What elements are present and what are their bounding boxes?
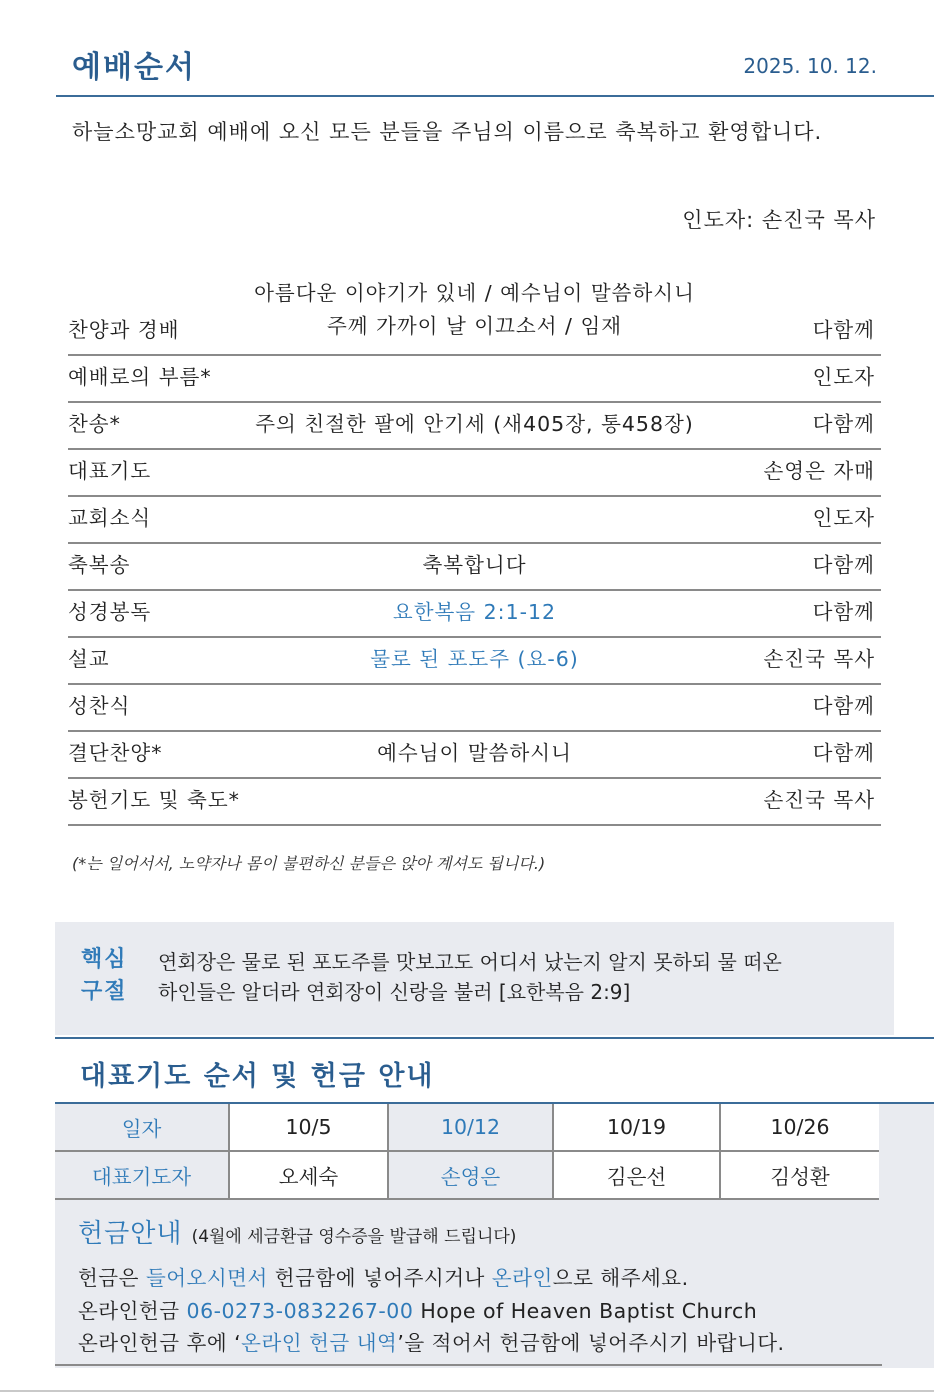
key-verse-line1: 연회장은 물로 된 포도주를 맛보고도 어디서 났는지 알지 못하되 물 떠온	[158, 950, 782, 974]
order-row	[68, 638, 881, 685]
order-item-name: 성경봉독	[68, 600, 152, 624]
footnote: (*는 일어서서, 노약자나 몸이 불편하신 분들은 앉아 계셔도 됩니다.)	[72, 854, 546, 873]
order-item-performer: 손진국 목사	[763, 647, 875, 671]
page-bottom-edge	[0, 1390, 934, 1392]
table-cell-date: 10/19	[553, 1104, 720, 1151]
table-cell-date: 10/26	[720, 1104, 879, 1151]
worship-leader: 인도자: 손진국 목사	[682, 208, 876, 232]
order-item-performer: 다함께	[812, 412, 875, 436]
order-item-performer: 손진국 목사	[763, 788, 875, 812]
page-title: 예배순서	[72, 50, 196, 85]
table-cell-date-current: 10/12	[388, 1104, 553, 1151]
offering-instruction	[78, 1261, 689, 1291]
key-verse-label-line2: 구절	[81, 979, 128, 1004]
key-verse-panel	[55, 922, 894, 1035]
order-item-performer: 다함께	[812, 553, 875, 577]
order-row	[68, 280, 881, 356]
order-row	[68, 356, 881, 403]
table-cell-date: 10/5	[229, 1104, 388, 1151]
text-segment: 헌금함에 넣어주시거나	[267, 1266, 492, 1290]
order-row	[68, 497, 881, 544]
scripture-reading: 요한복음 2:1-12	[392, 600, 557, 624]
order-row	[68, 450, 881, 497]
offering-heading	[78, 1213, 516, 1250]
order-item-name: 예배로의 부름*	[68, 365, 212, 389]
text-segment: 으로 해주세요.	[552, 1266, 689, 1290]
order-item-performer: 손영은 자매	[763, 459, 875, 483]
order-row	[68, 779, 881, 826]
order-item-name: 봉헌기도 및 축도*	[68, 788, 240, 812]
table-row	[55, 1104, 879, 1151]
order-item-detail-line1: 아름다운 이야기가 있네 / 예수님이 말씀하시니	[254, 281, 695, 305]
offering-note: (4월에 세금환급 영수증을 발급해 드립니다)	[191, 1227, 517, 1247]
prayer-schedule-table	[55, 1104, 879, 1200]
text-segment: 헌금은	[78, 1266, 146, 1290]
highlight-text: 온라인 헌금 내역	[241, 1331, 398, 1355]
key-verse-label-line1: 핵심	[81, 947, 128, 972]
order-item-name: 찬양과 경배	[68, 318, 180, 342]
order-item-performer: 다함께	[812, 600, 875, 624]
offering-divider	[55, 1364, 882, 1366]
order-row	[68, 591, 881, 638]
key-verse-line2: 하인들은 알더라 연회장이 신랑을 불러 [요한복음 2:9]	[158, 980, 631, 1004]
order-row	[68, 544, 881, 591]
row-label-leader: 대표기도자	[55, 1151, 229, 1199]
order-item-performer: 다함께	[812, 318, 875, 342]
table-cell-person-current: 손영은	[388, 1151, 553, 1199]
order-item-name: 교회소식	[68, 506, 152, 530]
order-item-performer: 다함께	[812, 741, 875, 765]
key-verse-label	[81, 944, 128, 1008]
order-item-name: 성찬식	[68, 694, 131, 718]
text-segment: 온라인헌금	[78, 1299, 187, 1323]
key-verse-text	[158, 947, 782, 1007]
order-row	[68, 685, 881, 732]
online-offering-note	[78, 1326, 785, 1356]
table-cell-person: 오세숙	[229, 1151, 388, 1199]
header-divider	[56, 95, 934, 97]
order-item-performer: 다함께	[812, 694, 875, 718]
welcome-message: 하늘소망교회 예배에 오신 모든 분들을 주님의 이름으로 축복하고 환영합니다.	[72, 120, 823, 144]
account-number: 06-0273-0832267-00	[186, 1299, 414, 1323]
offering-title: 헌금안내	[78, 1219, 183, 1249]
order-item-detail	[68, 277, 881, 343]
order-item-name: 축복송	[68, 553, 131, 577]
order-item-detail-line2: 주께 가까이 날 이끄소서 / 임재	[326, 314, 623, 338]
order-item-name: 대표기도	[68, 459, 152, 483]
order-of-service	[68, 280, 881, 826]
order-row	[68, 732, 881, 779]
section-title: 대표기도 순서 및 헌금 안내	[80, 1061, 435, 1092]
order-item-detail: 주의 친절한 팔에 안기세 (새405장, 통458장)	[255, 412, 694, 436]
text-segment: ’을 적어서 헌금함에 넣어주시기 바랍니다.	[397, 1331, 785, 1355]
table-cell-person: 김성환	[720, 1151, 879, 1199]
highlight-text: 들어오시면서	[145, 1266, 268, 1290]
order-item-detail: 축복합니다	[422, 553, 527, 577]
order-item-performer: 인도자	[812, 506, 875, 530]
section-divider	[55, 1037, 934, 1039]
order-item-detail: 예수님이 말씀하시니	[377, 741, 572, 765]
text-segment: 온라인헌금 후에 ‘	[78, 1331, 242, 1355]
account-holder: Hope of Heaven Baptist Church	[413, 1299, 758, 1323]
online-offering-account	[78, 1294, 757, 1324]
order-item-performer: 인도자	[812, 365, 875, 389]
table-row	[55, 1151, 879, 1199]
order-item-name: 결단찬양*	[68, 741, 163, 765]
order-item-name: 설교	[68, 647, 110, 671]
table-cell-person: 김은선	[553, 1151, 720, 1199]
service-date: 2025. 10. 12.	[743, 54, 877, 78]
row-label-date: 일자	[55, 1104, 229, 1151]
order-item-name: 찬송*	[68, 412, 121, 436]
sermon-title: 물로 된 포도주 (요-6)	[370, 647, 579, 671]
order-row	[68, 403, 881, 450]
highlight-text: 온라인	[491, 1266, 553, 1290]
